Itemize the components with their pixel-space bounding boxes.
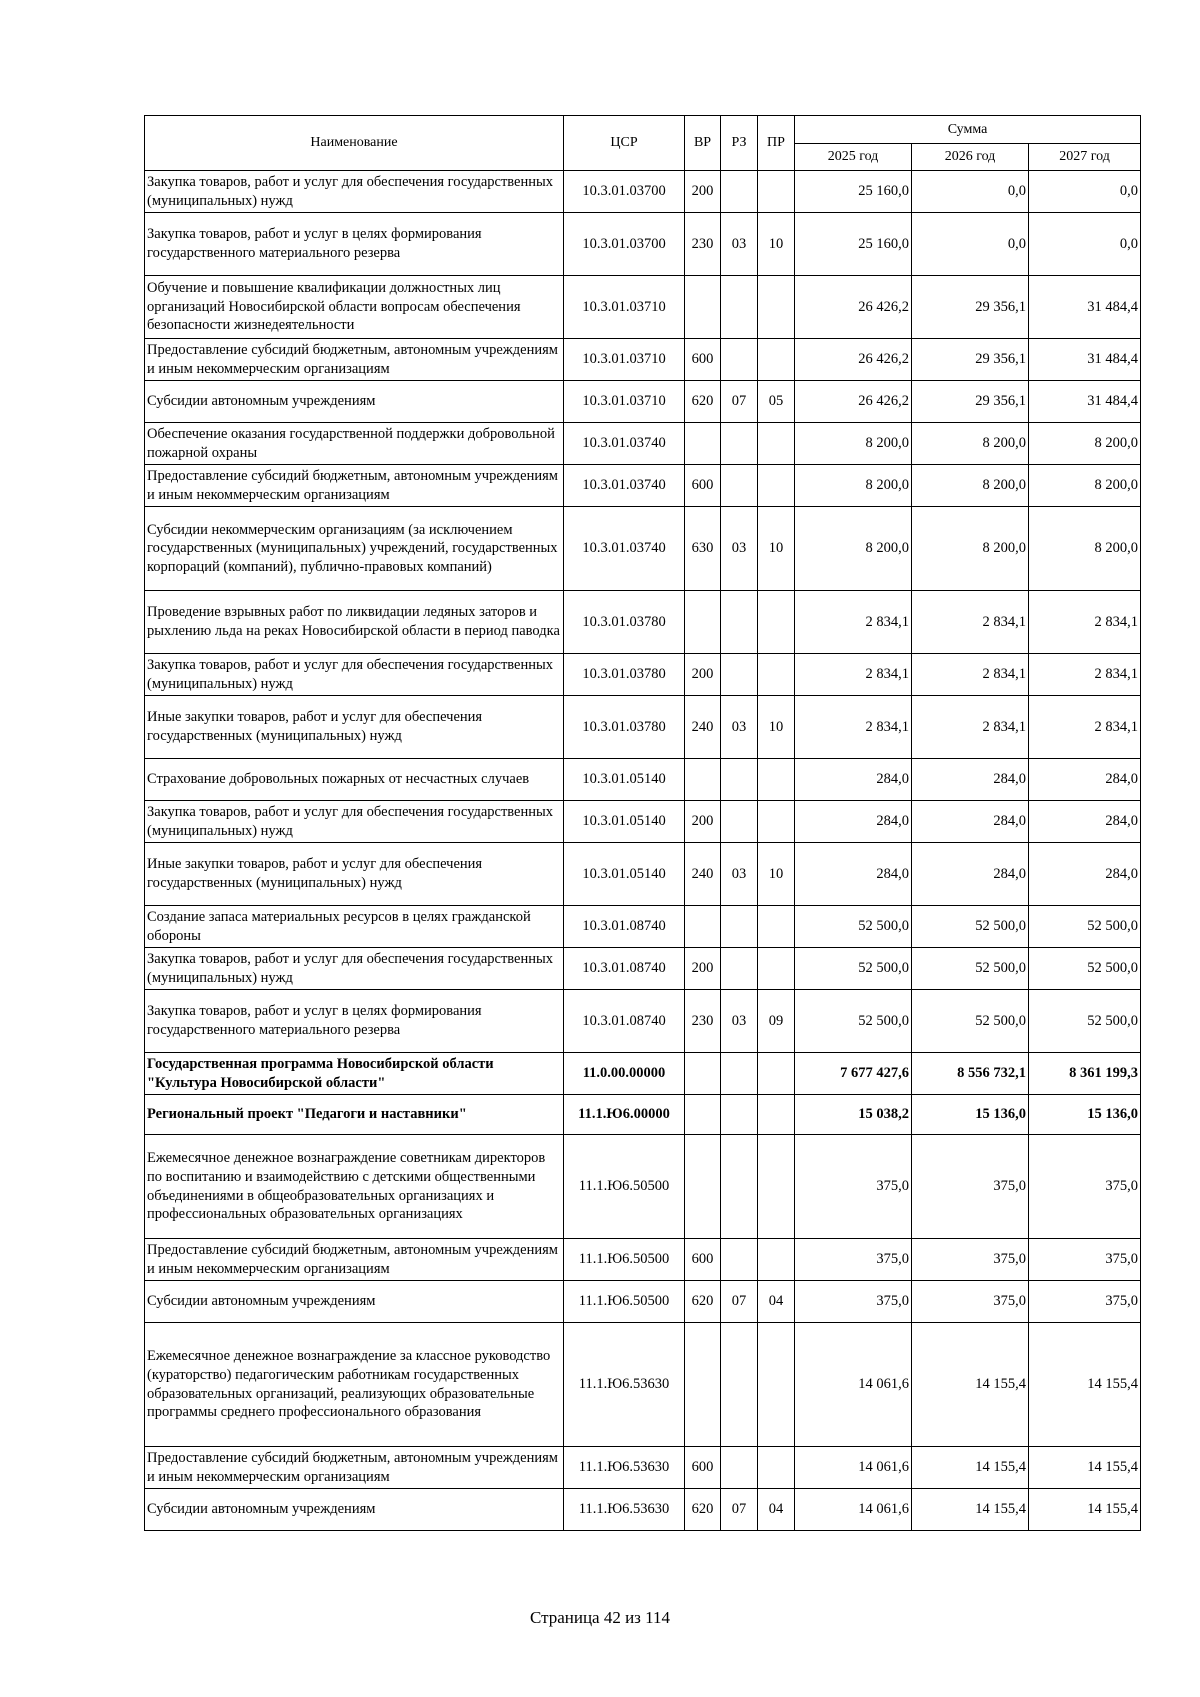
row-2025-cell: 375,0: [795, 1239, 912, 1281]
row-2026-cell: 8 200,0: [912, 465, 1029, 507]
header-vr: ВР: [685, 116, 721, 171]
budget-table: [144, 115, 1141, 1531]
row-csr-cell: 10.3.01.03710: [564, 339, 685, 381]
page-number: Страница 42 из 114: [529, 1608, 671, 1627]
row-2025-cell: 7 677 427,6: [795, 1053, 912, 1095]
row-2027-cell: 52 500,0: [1029, 948, 1141, 990]
row-csr-cell: 10.3.01.03710: [564, 276, 685, 339]
row-vr-cell: 620: [685, 381, 721, 423]
row-pr-cell: [758, 759, 795, 801]
header-rz: РЗ: [721, 116, 758, 171]
row-rz-cell: [721, 1135, 758, 1239]
row-csr-cell: 10.3.01.03780: [564, 696, 685, 759]
row-name-cell: Предоставление субсидий бюджетным, автономным учреждениям и иным некоммерческим организациям: [145, 1239, 564, 1281]
row-name-cell: Закупка товаров, работ и услуг в целях формирования государственного материального резерва: [145, 213, 564, 276]
row-2027-cell: 31 484,4: [1029, 339, 1141, 381]
table-row: [145, 339, 1141, 381]
row-name-cell: Ежемесячное денежное вознаграждение советникам директоров по воспитанию и взаимодействию с детскими общественными объединениями в общеобразовательных организациях и профессиональных образовательных организациях: [145, 1135, 564, 1239]
table-row: [145, 990, 1141, 1053]
row-2025-cell: 8 200,0: [795, 423, 912, 465]
row-name-cell: Предоставление субсидий бюджетным, автономным учреждениям и иным некоммерческим организациям: [145, 339, 564, 381]
row-name-cell: Предоставление субсидий бюджетным, автономным учреждениям и иным некоммерческим организациям: [145, 465, 564, 507]
row-vr-cell: 230: [685, 990, 721, 1053]
row-pr-cell: [758, 1447, 795, 1489]
row-vr-cell: 200: [685, 801, 721, 843]
row-2025-cell: 2 834,1: [795, 654, 912, 696]
row-vr-cell: [685, 1095, 721, 1135]
row-rz-cell: [721, 1239, 758, 1281]
row-2025-cell: 375,0: [795, 1281, 912, 1323]
row-pr-cell: 10: [758, 507, 795, 591]
row-csr-cell: 10.3.01.05140: [564, 843, 685, 906]
row-csr-cell: 11.1.Ю6.00000: [564, 1095, 685, 1135]
row-2025-cell: 284,0: [795, 843, 912, 906]
row-vr-cell: 600: [685, 465, 721, 507]
table-row: [145, 906, 1141, 948]
row-name-cell: Закупка товаров, работ и услуг для обеспечения государственных (муниципальных) нужд: [145, 654, 564, 696]
row-vr-cell: 620: [685, 1489, 721, 1531]
row-2026-cell: 52 500,0: [912, 948, 1029, 990]
row-rz-cell: [721, 801, 758, 843]
row-2027-cell: 0,0: [1029, 213, 1141, 276]
row-vr-cell: 200: [685, 171, 721, 213]
table-row: [145, 696, 1141, 759]
row-csr-cell: 10.3.01.03710: [564, 381, 685, 423]
row-vr-cell: [685, 423, 721, 465]
row-vr-cell: 200: [685, 654, 721, 696]
row-rz-cell: 03: [721, 696, 758, 759]
row-vr-cell: 620: [685, 1281, 721, 1323]
row-2026-cell: 14 155,4: [912, 1323, 1029, 1447]
row-csr-cell: 10.3.01.05140: [564, 759, 685, 801]
header-year-2026: 2026 год: [912, 144, 1029, 171]
row-csr-cell: 10.3.01.03780: [564, 654, 685, 696]
row-2026-cell: 8 200,0: [912, 507, 1029, 591]
row-2025-cell: 2 834,1: [795, 591, 912, 654]
row-name-cell: Ежемесячное денежное вознаграждение за классное руководство (кураторство) педагогическим работникам государственных образовательных организаций, реализующих образовательные программы среднего профессионального образования: [145, 1323, 564, 1447]
row-2027-cell: 2 834,1: [1029, 591, 1141, 654]
table-row: [145, 1135, 1141, 1239]
row-name-cell: Региональный проект "Педагоги и наставники": [145, 1095, 564, 1135]
row-2026-cell: 29 356,1: [912, 339, 1029, 381]
row-pr-cell: 10: [758, 213, 795, 276]
row-rz-cell: 07: [721, 1281, 758, 1323]
row-vr-cell: [685, 1135, 721, 1239]
table-row: [145, 654, 1141, 696]
row-2026-cell: 2 834,1: [912, 591, 1029, 654]
row-2027-cell: 52 500,0: [1029, 906, 1141, 948]
row-vr-cell: 600: [685, 339, 721, 381]
table-row: [145, 1489, 1141, 1531]
row-pr-cell: [758, 1053, 795, 1095]
row-name-cell: Субсидии автономным учреждениям: [145, 1281, 564, 1323]
row-rz-cell: 07: [721, 381, 758, 423]
row-2027-cell: 2 834,1: [1029, 654, 1141, 696]
row-rz-cell: [721, 948, 758, 990]
row-name-cell: Страхование добровольных пожарных от несчастных случаев: [145, 759, 564, 801]
row-2027-cell: 284,0: [1029, 843, 1141, 906]
row-2025-cell: 2 834,1: [795, 696, 912, 759]
row-2026-cell: 29 356,1: [912, 276, 1029, 339]
table-row: [145, 1053, 1141, 1095]
row-pr-cell: [758, 1135, 795, 1239]
row-2025-cell: 26 426,2: [795, 339, 912, 381]
table-header: [145, 116, 1141, 171]
row-2026-cell: 52 500,0: [912, 906, 1029, 948]
row-2027-cell: 14 155,4: [1029, 1489, 1141, 1531]
row-2027-cell: 52 500,0: [1029, 990, 1141, 1053]
row-rz-cell: 03: [721, 213, 758, 276]
row-csr-cell: 10.3.01.03740: [564, 423, 685, 465]
row-2027-cell: 8 200,0: [1029, 423, 1141, 465]
table-row: [145, 801, 1141, 843]
row-name-cell: Создание запаса материальных ресурсов в целях гражданской обороны: [145, 906, 564, 948]
row-2025-cell: 14 061,6: [795, 1489, 912, 1531]
header-sum: Сумма: [795, 116, 1141, 144]
row-csr-cell: 11.1.Ю6.50500: [564, 1281, 685, 1323]
row-rz-cell: [721, 906, 758, 948]
row-2026-cell: 284,0: [912, 801, 1029, 843]
row-rz-cell: [721, 339, 758, 381]
row-name-cell: Иные закупки товаров, работ и услуг для обеспечения государственных (муниципальных) нужд: [145, 696, 564, 759]
row-2027-cell: 8 200,0: [1029, 507, 1141, 591]
row-2026-cell: 14 155,4: [912, 1489, 1029, 1531]
row-2026-cell: 8 200,0: [912, 423, 1029, 465]
row-rz-cell: [721, 465, 758, 507]
row-2027-cell: 284,0: [1029, 759, 1141, 801]
row-csr-cell: 10.3.01.08740: [564, 990, 685, 1053]
row-csr-cell: 10.3.01.05140: [564, 801, 685, 843]
row-pr-cell: 10: [758, 696, 795, 759]
row-name-cell: Закупка товаров, работ и услуг в целях формирования государственного материального резерва: [145, 990, 564, 1053]
row-pr-cell: 04: [758, 1281, 795, 1323]
table-row: [145, 213, 1141, 276]
row-vr-cell: [685, 591, 721, 654]
table-row: [145, 1239, 1141, 1281]
table-row: [145, 759, 1141, 801]
header-year-2025: 2025 год: [795, 144, 912, 171]
row-2026-cell: 0,0: [912, 213, 1029, 276]
row-vr-cell: 240: [685, 696, 721, 759]
row-csr-cell: 10.3.01.03740: [564, 507, 685, 591]
row-csr-cell: 10.3.01.03700: [564, 171, 685, 213]
row-name-cell: Обучение и повышение квалификации должностных лиц организаций Новосибирской области вопросам обеспечения безопасности жизнедеятельности: [145, 276, 564, 339]
header-pr: ПР: [758, 116, 795, 171]
row-pr-cell: 04: [758, 1489, 795, 1531]
row-vr-cell: 240: [685, 843, 721, 906]
row-rz-cell: 03: [721, 843, 758, 906]
table-row: [145, 276, 1141, 339]
row-2025-cell: 52 500,0: [795, 906, 912, 948]
row-pr-cell: 09: [758, 990, 795, 1053]
row-2025-cell: 8 200,0: [795, 507, 912, 591]
row-2025-cell: 14 061,6: [795, 1323, 912, 1447]
row-pr-cell: 05: [758, 381, 795, 423]
row-2026-cell: 375,0: [912, 1281, 1029, 1323]
row-2027-cell: 14 155,4: [1029, 1323, 1141, 1447]
row-name-cell: Закупка товаров, работ и услуг для обеспечения государственных (муниципальных) нужд: [145, 948, 564, 990]
header-csr: ЦСР: [564, 116, 685, 171]
table-row: [145, 171, 1141, 213]
row-rz-cell: [721, 171, 758, 213]
row-2026-cell: 284,0: [912, 759, 1029, 801]
row-name-cell: Обеспечение оказания государственной поддержки добровольной пожарной охраны: [145, 423, 564, 465]
row-vr-cell: 600: [685, 1239, 721, 1281]
row-2025-cell: 15 038,2: [795, 1095, 912, 1135]
row-2026-cell: 375,0: [912, 1135, 1029, 1239]
row-2027-cell: 8 361 199,3: [1029, 1053, 1141, 1095]
row-2027-cell: 15 136,0: [1029, 1095, 1141, 1135]
row-csr-cell: 11.1.Ю6.50500: [564, 1239, 685, 1281]
row-rz-cell: [721, 1447, 758, 1489]
row-pr-cell: [758, 591, 795, 654]
row-rz-cell: [721, 759, 758, 801]
table-row: [145, 423, 1141, 465]
row-name-cell: Субсидии автономным учреждениям: [145, 1489, 564, 1531]
row-csr-cell: 11.1.Ю6.53630: [564, 1489, 685, 1531]
table-row: [145, 1323, 1141, 1447]
table-body: [145, 171, 1141, 1531]
row-csr-cell: 11.1.Ю6.53630: [564, 1447, 685, 1489]
row-2026-cell: 375,0: [912, 1239, 1029, 1281]
row-pr-cell: [758, 465, 795, 507]
row-2025-cell: 284,0: [795, 801, 912, 843]
row-rz-cell: [721, 423, 758, 465]
row-rz-cell: [721, 276, 758, 339]
row-csr-cell: 10.3.01.08740: [564, 948, 685, 990]
row-2027-cell: 31 484,4: [1029, 276, 1141, 339]
table-row: [145, 948, 1141, 990]
row-pr-cell: [758, 801, 795, 843]
row-2025-cell: 26 426,2: [795, 276, 912, 339]
row-name-cell: Закупка товаров, работ и услуг для обеспечения государственных (муниципальных) нужд: [145, 171, 564, 213]
row-2026-cell: 15 136,0: [912, 1095, 1029, 1135]
row-csr-cell: 11.0.00.00000: [564, 1053, 685, 1095]
row-pr-cell: [758, 339, 795, 381]
row-2026-cell: 14 155,4: [912, 1447, 1029, 1489]
table-row: [145, 1281, 1141, 1323]
row-vr-cell: [685, 759, 721, 801]
row-2026-cell: 0,0: [912, 171, 1029, 213]
row-2027-cell: 375,0: [1029, 1281, 1141, 1323]
row-vr-cell: 230: [685, 213, 721, 276]
row-csr-cell: 11.1.Ю6.50500: [564, 1135, 685, 1239]
table-row: [145, 381, 1141, 423]
row-2025-cell: 25 160,0: [795, 213, 912, 276]
row-2027-cell: 284,0: [1029, 801, 1141, 843]
row-2027-cell: 8 200,0: [1029, 465, 1141, 507]
row-csr-cell: 11.1.Ю6.53630: [564, 1323, 685, 1447]
row-name-cell: Предоставление субсидий бюджетным, автономным учреждениям и иным некоммерческим организациям: [145, 1447, 564, 1489]
row-2025-cell: 375,0: [795, 1135, 912, 1239]
row-name-cell: Субсидии автономным учреждениям: [145, 381, 564, 423]
row-2026-cell: 52 500,0: [912, 990, 1029, 1053]
row-2026-cell: 2 834,1: [912, 654, 1029, 696]
row-pr-cell: [758, 1095, 795, 1135]
row-rz-cell: 03: [721, 990, 758, 1053]
table-row: [145, 843, 1141, 906]
row-2025-cell: 26 426,2: [795, 381, 912, 423]
row-2027-cell: 0,0: [1029, 171, 1141, 213]
row-rz-cell: [721, 1323, 758, 1447]
row-csr-cell: 10.3.01.03780: [564, 591, 685, 654]
row-2027-cell: 31 484,4: [1029, 381, 1141, 423]
row-pr-cell: [758, 1323, 795, 1447]
row-vr-cell: 200: [685, 948, 721, 990]
row-pr-cell: [758, 276, 795, 339]
row-2027-cell: 375,0: [1029, 1135, 1141, 1239]
row-2027-cell: 2 834,1: [1029, 696, 1141, 759]
row-rz-cell: 07: [721, 1489, 758, 1531]
table-row: [145, 1095, 1141, 1135]
row-2026-cell: 8 556 732,1: [912, 1053, 1029, 1095]
table-row: [145, 591, 1141, 654]
row-vr-cell: [685, 276, 721, 339]
row-vr-cell: [685, 1323, 721, 1447]
row-2026-cell: 284,0: [912, 843, 1029, 906]
row-name-cell: Закупка товаров, работ и услуг для обеспечения государственных (муниципальных) нужд: [145, 801, 564, 843]
table-row: [145, 465, 1141, 507]
row-csr-cell: 10.3.01.03740: [564, 465, 685, 507]
row-pr-cell: [758, 171, 795, 213]
header-name: Наименование: [145, 116, 564, 171]
row-2026-cell: 29 356,1: [912, 381, 1029, 423]
header-year-2027: 2027 год: [1029, 144, 1141, 171]
row-csr-cell: 10.3.01.08740: [564, 906, 685, 948]
table-row: [145, 507, 1141, 591]
table-row: [145, 1447, 1141, 1489]
row-rz-cell: 03: [721, 507, 758, 591]
row-name-cell: Иные закупки товаров, работ и услуг для обеспечения государственных (муниципальных) нужд: [145, 843, 564, 906]
row-2026-cell: 2 834,1: [912, 696, 1029, 759]
row-2027-cell: 14 155,4: [1029, 1447, 1141, 1489]
row-pr-cell: [758, 654, 795, 696]
row-2025-cell: 14 061,6: [795, 1447, 912, 1489]
row-2025-cell: 25 160,0: [795, 171, 912, 213]
row-vr-cell: [685, 1053, 721, 1095]
row-rz-cell: [721, 1095, 758, 1135]
row-pr-cell: [758, 948, 795, 990]
row-2025-cell: 284,0: [795, 759, 912, 801]
row-pr-cell: [758, 1239, 795, 1281]
row-vr-cell: 600: [685, 1447, 721, 1489]
row-rz-cell: [721, 654, 758, 696]
row-pr-cell: [758, 423, 795, 465]
row-pr-cell: 10: [758, 843, 795, 906]
row-vr-cell: [685, 906, 721, 948]
row-name-cell: Субсидии некоммерческим организациям (за исключением государственных (муниципальных) учреждений, государственных корпораций (компаний), публично-правовых компаний): [145, 507, 564, 591]
row-rz-cell: [721, 1053, 758, 1095]
row-2025-cell: 8 200,0: [795, 465, 912, 507]
row-vr-cell: 630: [685, 507, 721, 591]
row-2025-cell: 52 500,0: [795, 990, 912, 1053]
row-rz-cell: [721, 591, 758, 654]
row-name-cell: Государственная программа Новосибирской области "Культура Новосибирской области": [145, 1053, 564, 1095]
row-2027-cell: 375,0: [1029, 1239, 1141, 1281]
row-csr-cell: 10.3.01.03700: [564, 213, 685, 276]
row-name-cell: Проведение взрывных работ по ликвидации ледяных заторов и рыхлению льда на реках Новосибирской области в период паводка: [145, 591, 564, 654]
row-2025-cell: 52 500,0: [795, 948, 912, 990]
row-pr-cell: [758, 906, 795, 948]
